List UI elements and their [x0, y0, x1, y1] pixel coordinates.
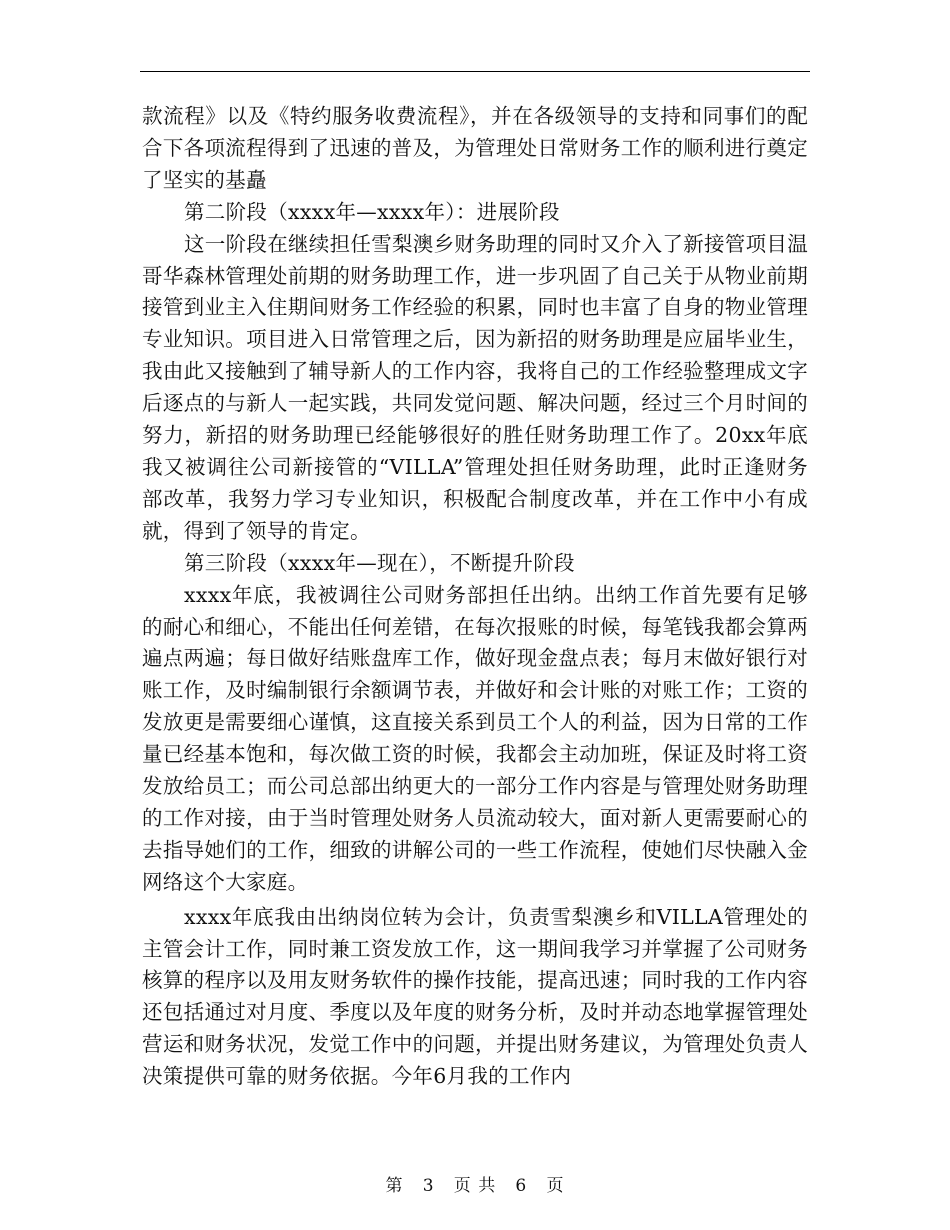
footer-current-page: 3 [422, 1176, 435, 1196]
footer-prefix: 第 [385, 1176, 404, 1196]
footer-suffix: 页 [546, 1176, 565, 1196]
paragraph-continuation: 款流程》以及《特约服务收费流程》，并在各级领导的支持和同事们的配合下各项流程得到了迅速的普及，为管理处日常财务工作的顺利进行奠定了坚实的基矗 [142, 104, 808, 192]
section-heading-stage-two: 第二阶段（xxxx年—xxxx年）：进展阶段 [184, 199, 560, 224]
footer-middle: 页 共 [453, 1176, 497, 1196]
section-heading-stage-three: 第三阶段（xxxx年—现在），不断提升阶段 [184, 550, 575, 575]
document-body [142, 101, 808, 1093]
paragraph-stage-two: 这一阶段在继续担任雪梨澳乡财务助理的同时又介入了新接管项目温哥华森林管理处前期的财务助理工作，进一步巩固了自己关于从物业前期接管到业主入住期间财务工作经验的积累，同时也丰富了自身的物业管理专业知识。项目进入日常管理之后，因为新招的财务助理是应届毕业生，我由此又接触到了辅导新人的工作内容，我将自己的工作经验整理成文字后逐点的与新人一起实践，共同发觉问题、解决问题，经过三个月时间的努力，新招的财务助理已经能够很好的胜任财务助理工作了。20xx年底我又被调往公司新接管的“VILLA”管理处担任财务助理，此时正逢财务部改革，我努力学习专业知识，积极配合制度改革，并在工作中小有成就，得到了领导的肯定。 [142, 231, 808, 543]
paragraph-accountant: xxxx年底我由出纳岗位转为会计，负责雪梨澳乡和VILLA管理处的主管会计工作，同时兼工资发放工作，这一期间我学习并掌握了公司财务核算的程序以及用友财务软件的操作技能，提高迅速；同时我的工作内容还包括通过对月度、季度以及年度的财务分析，及时并动态地掌握管理处营运和财务状况，发觉工作中的问题，并提出财务建议，为管理处负责人决策提供可靠的财务依据。今年6月我的工作内 [142, 904, 808, 1089]
paragraph-cashier: xxxx年底，我被调往公司财务部担任出纳。出纳工作首先要有足够的耐心和细心，不能出任何差错，在每次报账的时候，每笔钱我都会算两遍点两遍；每日做好结账盘库工作，做好现金盘点表；每月末做好银行对账工作，及时编制银行余额调节表，并做好和会计账的对账工作；工资的发放更是需要细心谨慎，这直接关系到员工个人的利益，因为日常的工作量已经基本饱和，每次做工资的时候，我都会主动加班，保证及时将工资发放给员工；而公司总部出纳更大的一部分工作内容是与管理处财务助理的工作对接，由于当时管理处财务人员流动较大，面对新人更需要耐心的去指导她们的工作，细致的讲解公司的一些工作流程，使她们尽快融入金网络这个大家庭。 [142, 582, 808, 894]
header-rule [140, 71, 810, 72]
footer-total-pages: 6 [515, 1176, 528, 1196]
page-footer [0, 1171, 950, 1196]
